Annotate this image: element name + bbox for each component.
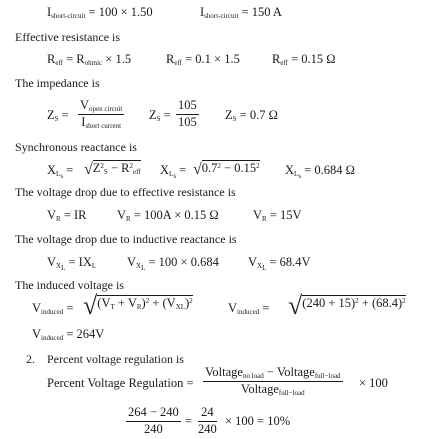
final-fraction-1: $\frac{264 - 240}{240}$ — [128, 405, 179, 436]
pvr-label: Percent Voltage Regulation = — [47, 376, 194, 390]
zs-eq-1-lhs: $Z_S$ = — [47, 108, 69, 123]
vr-eq-1: $V_R$ = IR — [47, 208, 87, 223]
zs-fraction-1: $V_{open circuit}$ $I_{short current}$ — [80, 98, 123, 130]
pvr-multiply: × 100 — [359, 376, 388, 390]
zs-eq-3: $Z_S = 0.7$ Ω — [225, 108, 278, 123]
pvr-fraction: Voltage$_{no load}$ − Voltage$_{full-load}$ Voltage$_{full-load}$ — [205, 365, 341, 397]
vind-radical-1: $√(V_T + V_R)^2 + (V_{XL})^2$ — [83, 291, 193, 320]
heading-voltage-drop-resistance: The voltage drop due to effective resistance is — [15, 185, 236, 199]
final-result: × 100 = 10% — [225, 414, 291, 428]
xl-eq-1-lhs: $X_{L_s}$ = — [47, 163, 74, 180]
final-fraction-2: $\frac{24}{240}$ — [198, 405, 217, 436]
vr-eq-3: $V_R = 15V$ — [253, 208, 302, 223]
vind-radical-2: $√(240 + 15)^2 + (68.4)^2$ — [288, 291, 406, 320]
list-number-2: 2. — [26, 352, 35, 366]
final-equals: = — [185, 414, 193, 428]
vx-eq-3: $V_{X_L} = 68.4V$ — [248, 255, 311, 272]
reff-eq-2: $R_{eff} = 0.1 \times 1.5$ — [166, 52, 240, 67]
xl-eq-3: $X_{L_s} = 0.684$ Ω — [285, 163, 355, 180]
heading-synchronous-reactance: Synchronous reactance is — [15, 140, 137, 154]
zs-fraction-2: $\frac{105}{105}$ — [178, 98, 197, 129]
zs-eq-2-lhs: $Z_S$ = — [149, 108, 171, 123]
short-circuit-current-eq-2: $I_{short-circuit} = 150$ A — [200, 5, 282, 20]
vind-eq-3: $V_{induced} = 264V$ — [32, 327, 105, 342]
vr-eq-2: $V_R = 100A \times 0.15$ Ω — [117, 208, 219, 223]
vind-eq-2-lhs: $V_{induced}$ = — [228, 301, 270, 316]
reff-eq-3: $R_{eff} = 0.15$ Ω — [272, 52, 336, 67]
vx-eq-1: $V_{X_L} = IX_L$ — [47, 255, 97, 272]
short-circuit-current-eq-1: $I_{short-circuit} = 100 \times 1.50$ — [47, 5, 153, 20]
heading-impedance: The impedance is — [15, 76, 100, 90]
reff-eq-1: $R_{eff} = R_{ohmic} \times 1.5$ — [47, 52, 132, 67]
xl-radical-1: $√Z^2_S - R^2_{eff}$ — [84, 161, 141, 178]
xl-eq-2-lhs: $X_{L_s}$ = — [160, 163, 187, 180]
heading-voltage-drop-reactance: The voltage drop due to inductive reactance is — [15, 232, 237, 246]
vx-eq-2: $V_{X_L} = 100 \times 0.684$ — [127, 255, 219, 272]
vind-eq-1-lhs: $V_{induced}$ = — [32, 301, 74, 316]
heading-induced-voltage: The induced voltage is — [15, 278, 124, 292]
heading-percent-voltage-regulation: Percent voltage regulation is — [47, 352, 184, 366]
heading-effective-resistance: Effective resistance is — [15, 30, 121, 44]
xl-radical-2: $√0.7^2 - 0.15^2$ — [193, 161, 260, 178]
